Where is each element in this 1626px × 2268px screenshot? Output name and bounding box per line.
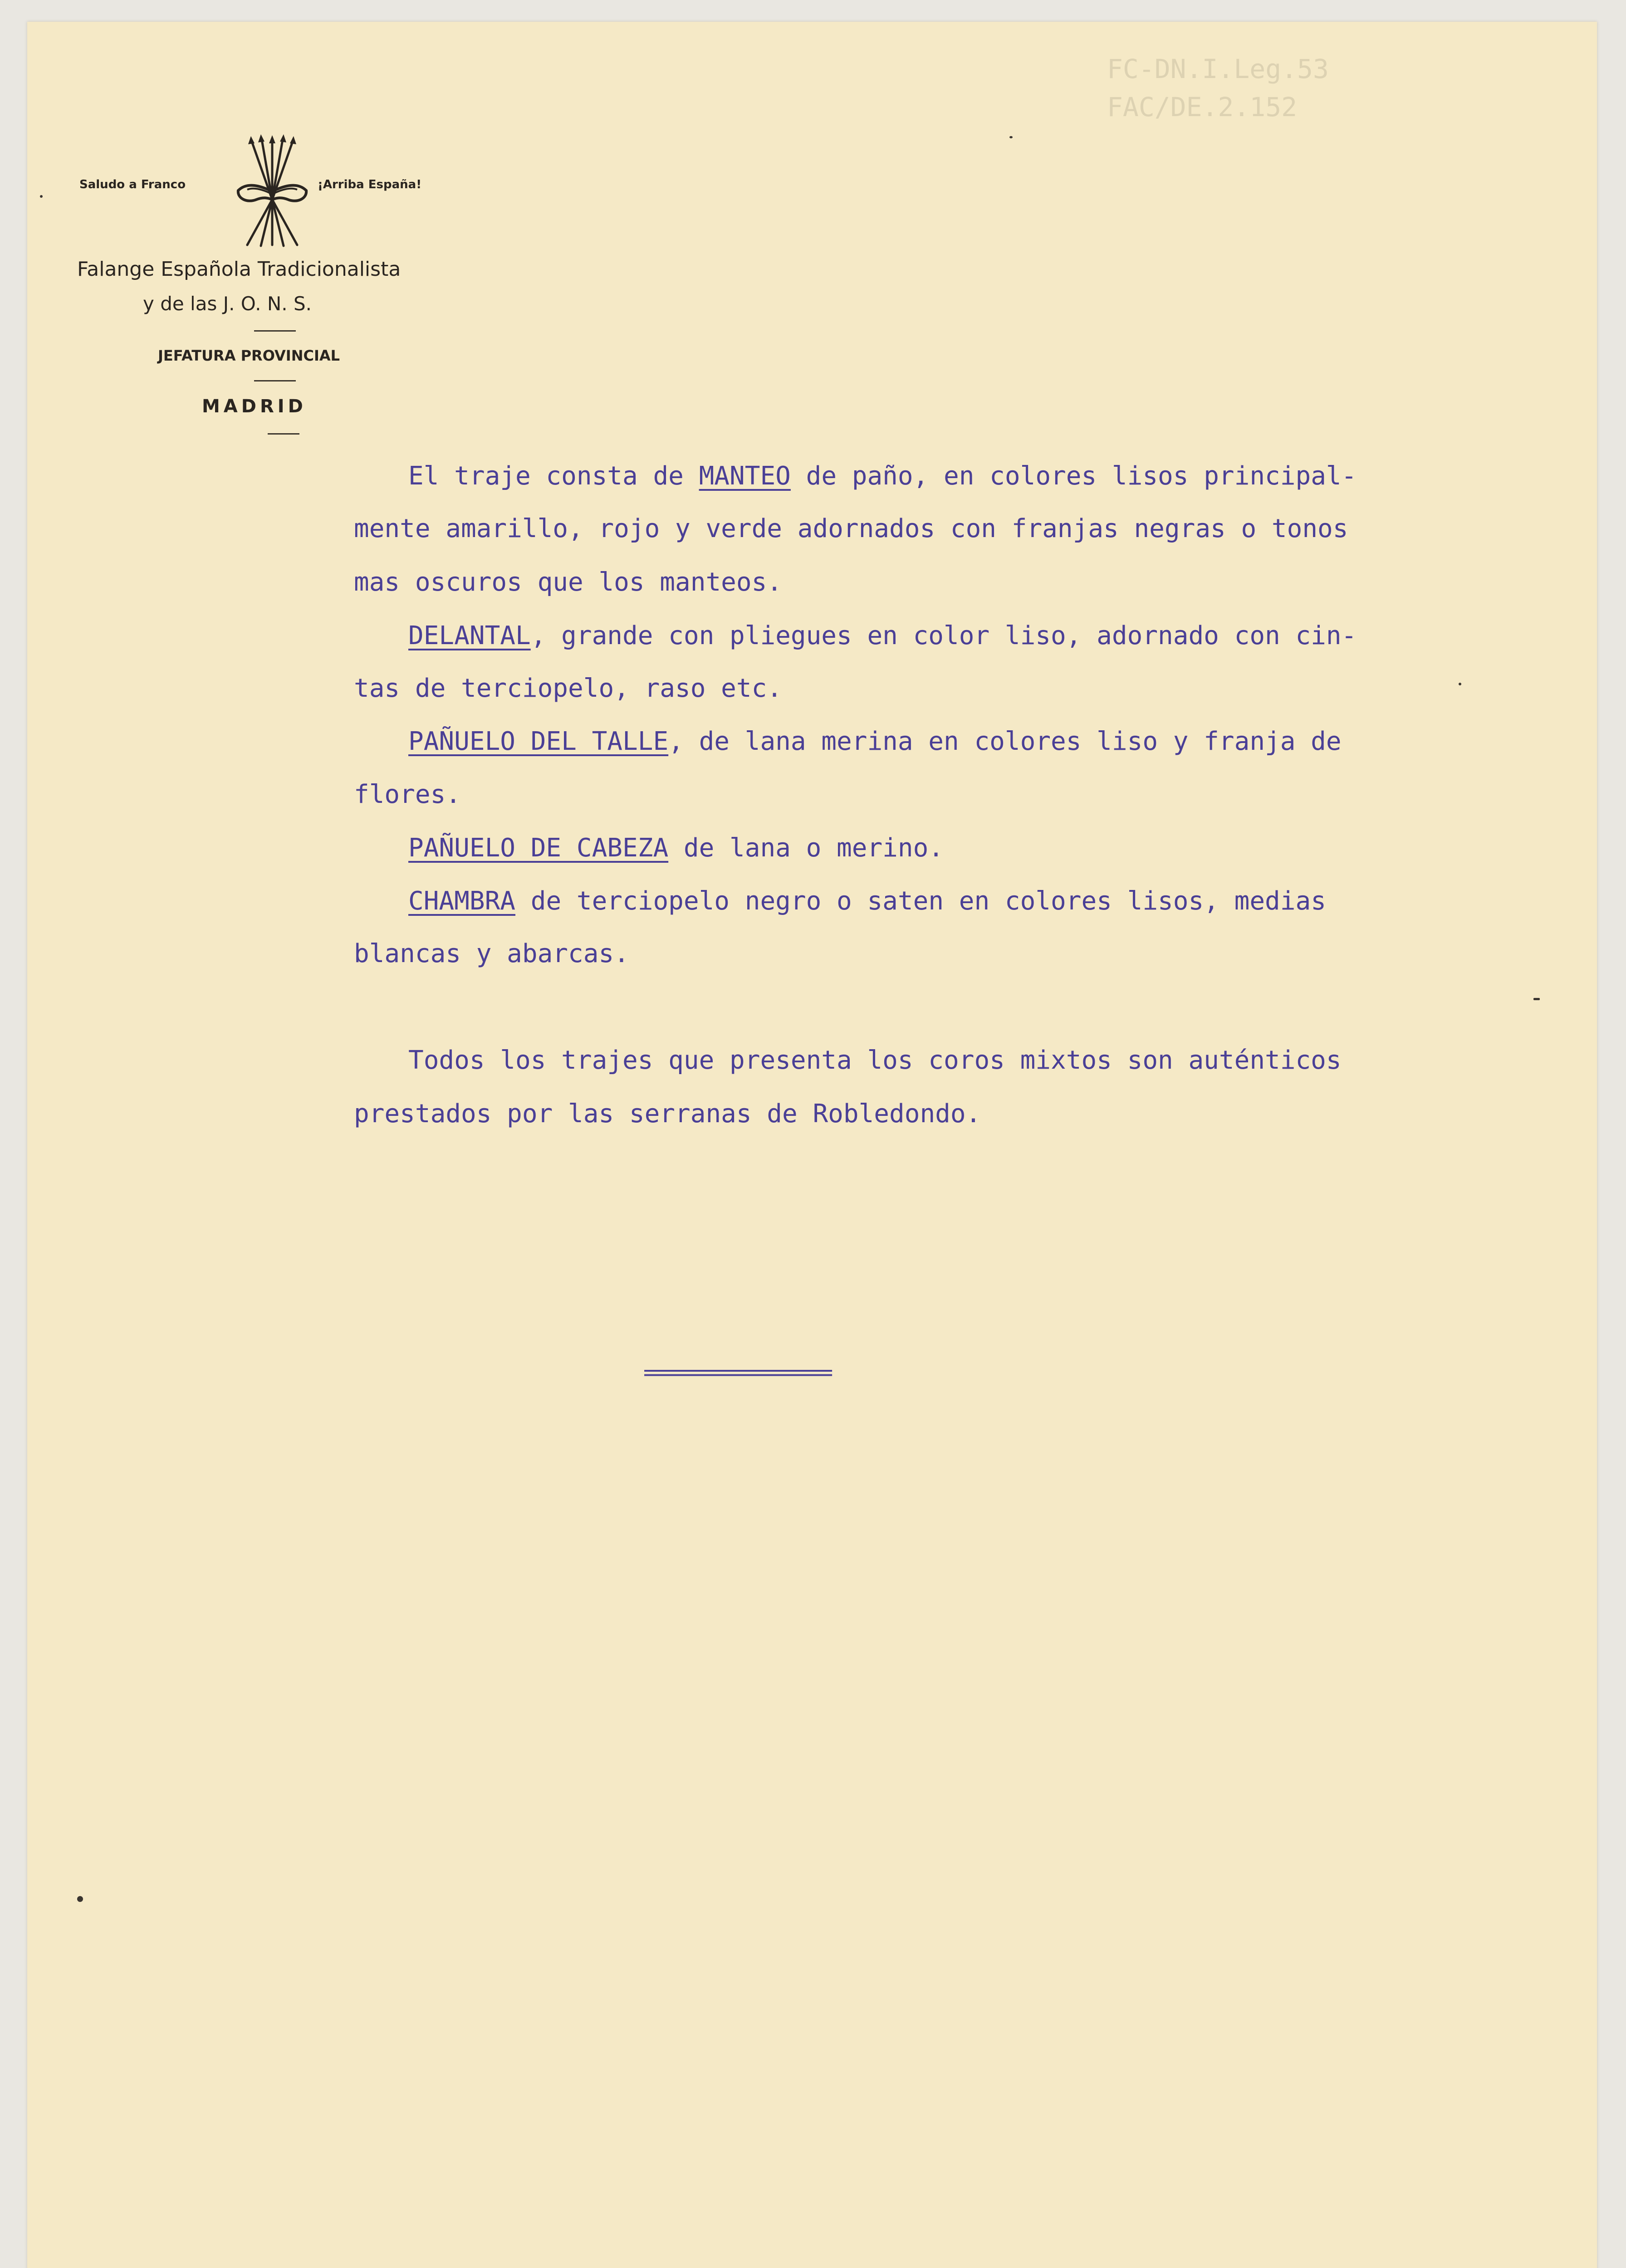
paragraph-line: DELANTAL, grande con pliegues en color liso, adornado con cin-: [408, 621, 1357, 650]
paragraph-line: PAÑUELO DEL TALLE, de lana merina en colores liso y franja de: [408, 727, 1342, 756]
letterhead-divider: [254, 380, 296, 381]
paragraph-line: mente amarillo, rojo y verde adornados con franjas negras o tonos: [354, 514, 1348, 543]
paragraph-line: PAÑUELO DE CABEZA de lana o merino.: [408, 833, 944, 863]
city-name: MADRID: [202, 396, 307, 417]
archive-stamp: [1107, 50, 1329, 126]
letterhead-divider: [254, 330, 296, 332]
paragraph-line: tas de terciopelo, raso etc.: [354, 674, 783, 703]
paragraph-line: prestados por las serranas de Robledondo.: [354, 1099, 981, 1129]
salute-right: ¡Arriba España!: [318, 178, 422, 191]
paragraph-line: flores.: [354, 780, 461, 809]
paper-speck: [77, 1896, 83, 1902]
letterhead-divider: [268, 433, 299, 435]
paper-speck: [40, 195, 43, 198]
party-jons: y de las J. O. N. S.: [143, 293, 312, 315]
paragraph-line: Todos los trajes que presenta los coros mixtos son auténticos: [408, 1046, 1342, 1075]
term-delantal: DELANTAL: [408, 621, 531, 650]
term-manteo: MANTEO: [699, 461, 791, 491]
term-panuelo-del-talle: PAÑUELO DEL TALLE: [408, 727, 669, 756]
paper-speck: [1009, 136, 1013, 138]
paper-speck: [1459, 683, 1461, 685]
paragraph-line: CHAMBRA de terciopelo negro o saten en colores lisos, medias: [408, 886, 1326, 916]
paragraph-line: blancas y abarcas.: [354, 939, 629, 968]
term-chambra: CHAMBRA: [408, 886, 516, 916]
closing-divider: ==================: [643, 1360, 831, 1385]
salute-left: Saludo a Franco: [79, 178, 186, 191]
office-name: JEFATURA PROVINCIAL: [158, 347, 340, 364]
paragraph-line: El traje consta de MANTEO de paño, en colores lisos principal-: [408, 461, 1357, 491]
archive-stamp-line-2: FAC/DE.2.152: [1107, 92, 1298, 122]
party-name: Falange Española Tradicionalista: [77, 258, 401, 281]
archive-stamp-line-1: FC-DN.I.Leg.53: [1107, 54, 1329, 84]
paper-speck: [1533, 998, 1540, 1000]
term-panuelo-de-cabeza: PAÑUELO DE CABEZA: [408, 833, 669, 863]
yoke-and-arrows-icon: [229, 132, 315, 249]
paragraph-line: mas oscuros que los manteos.: [354, 567, 783, 597]
